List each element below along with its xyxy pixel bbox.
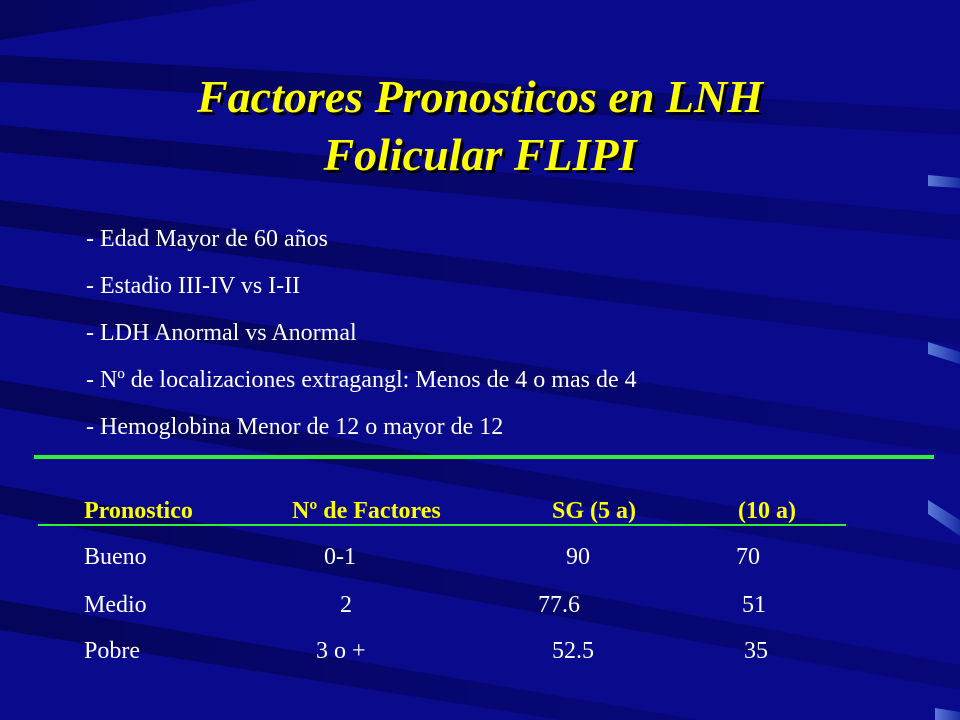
title-line-2: Folicular FLIPI xyxy=(323,129,637,180)
table-cell-factores: 0-1 xyxy=(324,544,356,570)
table-header-sg5: SG (5 a) xyxy=(552,498,636,524)
bullet-item: - Estadio III-IV vs I-II xyxy=(86,273,301,299)
table-cell-sg5: 77.6 xyxy=(538,592,580,618)
slide-title xyxy=(0,68,960,184)
table-cell-sg10: 51 xyxy=(742,592,766,618)
table-header-pronostico: Pronostico xyxy=(84,498,193,524)
table-header-sg10: (10 a) xyxy=(738,498,796,524)
bullet-item: - Edad Mayor de 60 años xyxy=(86,226,328,252)
table-header-underline xyxy=(38,524,846,526)
table-cell-sg5: 90 xyxy=(566,544,590,570)
bullet-item: - Hemoglobina Menor de 12 o mayor de 12 xyxy=(86,414,504,440)
table-cell-pronostico: Bueno xyxy=(84,544,147,570)
bullet-list xyxy=(86,216,637,451)
table-cell-sg10: 70 xyxy=(736,544,760,570)
table-cell-sg10: 35 xyxy=(744,638,768,664)
table-cell-factores: 3 o + xyxy=(316,638,366,664)
table-cell-pronostico: Medio xyxy=(84,592,147,618)
section-divider xyxy=(34,455,934,459)
table-header-factores: Nº de Factores xyxy=(292,498,441,524)
bullet-item: - Nº de localizaciones extragangl: Menos de 4 o mas de 4 xyxy=(86,367,637,393)
title-line-1: Factores Pronosticos en LNH xyxy=(196,71,764,122)
table-cell-sg5: 52.5 xyxy=(552,638,594,664)
bullet-item: - LDH Anormal vs Anormal xyxy=(86,320,357,346)
table-cell-pronostico: Pobre xyxy=(84,638,140,664)
table-cell-factores: 2 xyxy=(340,592,352,618)
